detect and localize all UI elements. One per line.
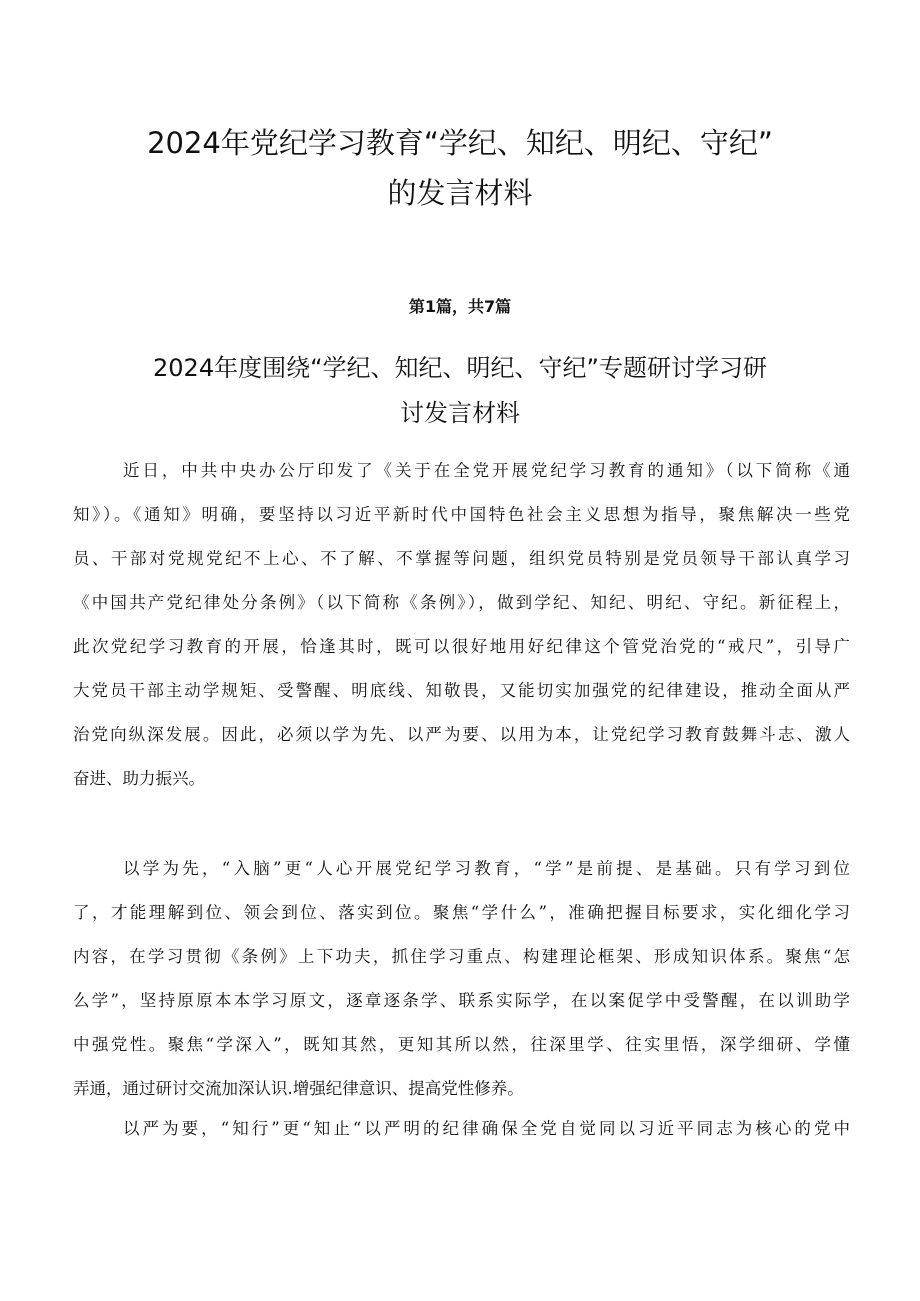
- text-line: 奋进、助力振兴。: [73, 769, 205, 788]
- text-line: 以严为要，“知行”更“知止“以严明的纪律确保全党自觉同以习近平同志为核心的党中: [123, 1119, 850, 1138]
- text-line: 员、干部对党规党纪不上心、不了解、不掌握等问题，组织党员特别是党员领导干部认真学习: [73, 549, 850, 568]
- text-line: 近日，中共中央办公厅印发了《关于在全党开展党纪学习教育的通知》（以下简称《通: [123, 461, 850, 480]
- title-line-2: 的发言材料: [387, 176, 533, 210]
- text-line: 中强党性。聚焦“学深入”，既知其然，更知其所以然，往深里学、往实里悟，深学细研、学懂: [73, 1035, 850, 1054]
- text-line: 大党员干部主动学规矩、受警醒、明底线、知敬畏，又能切实加强党的纪律建设，推动全面从严: [73, 681, 850, 700]
- paragraph-1: [73, 459, 850, 811]
- text-line: 治党向纵深发展。因此，必须以学为先、以严为要、以用为本，让党纪学习教育鼓舞斗志、激人: [73, 725, 850, 744]
- part-label: 第1篇，共7篇: [408, 297, 512, 316]
- heading-line-1: 2024年度围绕“学纪、知纪、明纪、守纪”专题研讨学习研: [153, 354, 767, 382]
- section-heading: [0, 353, 920, 428]
- paragraph-2: [73, 857, 850, 1121]
- text-line: 弄通，通过研讨交流加深认识.增强纪律意识、提高党性修养。: [73, 1079, 524, 1098]
- heading-line-2: 讨发言材料: [400, 399, 520, 427]
- text-line: 此次党纪学习教育的开展，恰逢其时，既可以很好地用好纪律这个管党治党的“戒尺”，引导广: [73, 637, 850, 656]
- paragraph-3: [73, 1117, 850, 1161]
- text-line: 么学”，坚持原原本本学习原文，逐章逐条学、联系实际学，在以案促学中受警醒，在以训助学: [73, 991, 850, 1010]
- text-line: 内容，在学习贯彻《条例》上下功夫，抓住学习重点、构建理论框架、形成知识体系。聚焦“怎: [73, 947, 850, 966]
- title-line-1: 2024年党纪学习教育“学纪、知纪、明纪、守纪”: [147, 126, 773, 160]
- text-line: 以学为先，“入脑”更“人心开展党纪学习教育，“学”是前提、是基础。只有学习到位: [123, 859, 850, 878]
- text-line: 知》）。《通知》明确，要坚持以习近平新时代中国特色社会主义思想为指导，聚焦解决一些党: [73, 505, 850, 524]
- text-line: 了，才能理解到位、领会到位、落实到位。聚焦“学什么”，准确把握目标要求，实化细化学习: [73, 903, 850, 922]
- document-title: [0, 126, 920, 210]
- text-line: 《中国共产党纪律处分条例》（以下简称《条例》），做到学纪、知纪、明纪、守纪。新征程上，: [73, 593, 850, 612]
